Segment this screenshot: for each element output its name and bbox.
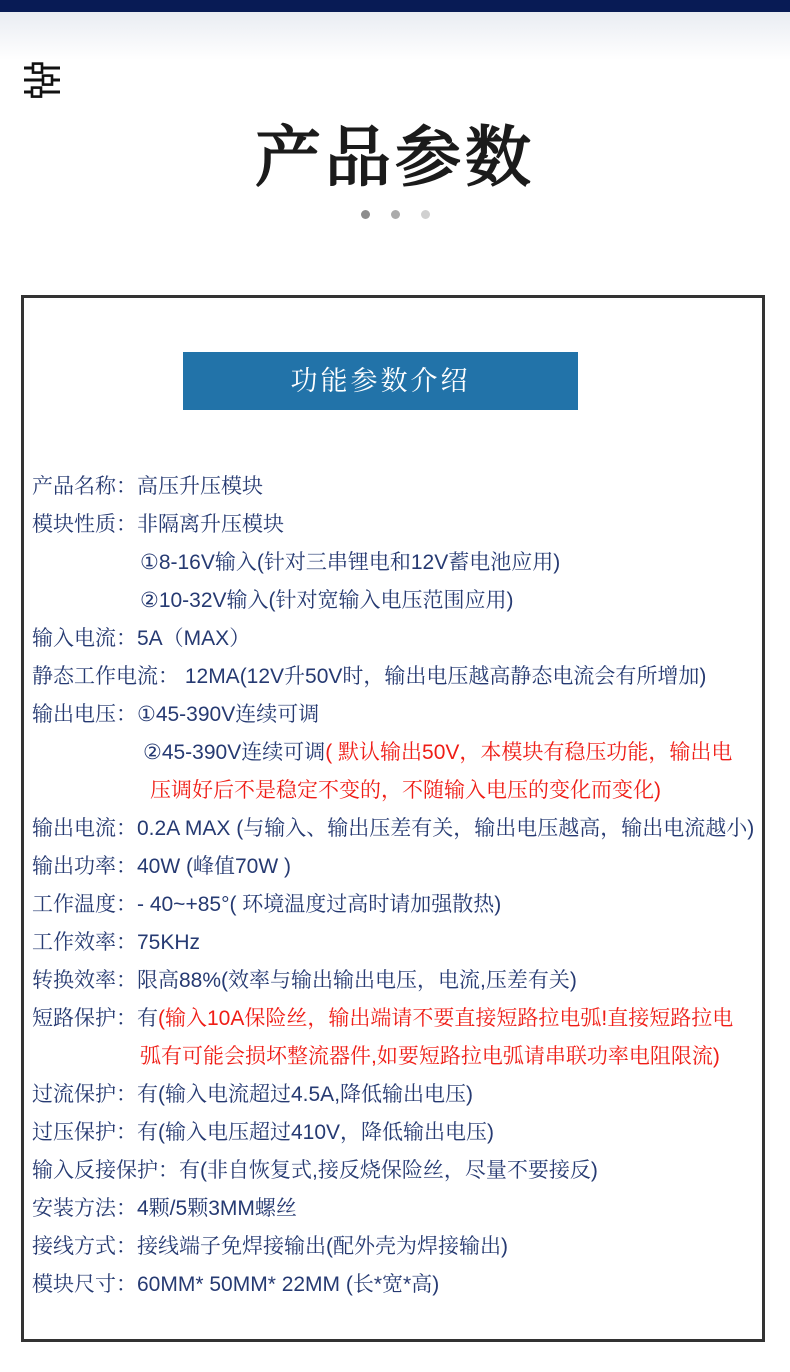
spec-text-navy: 模块尺寸：60MM* 50MM* 22MM (长*宽*高)	[32, 1273, 440, 1296]
carousel-dots	[0, 210, 790, 219]
spec-text-navy: 工作温度：- 40~+85°( 环境温度过高时请加强散热)	[32, 893, 502, 916]
spec-text-navy: 转换效率：限高88%(效率与输出输出电压，电流,压差有关)	[32, 969, 577, 992]
spec-line	[32, 734, 762, 772]
spec-line	[32, 962, 762, 1000]
spec-text-navy: 安装方法：4颗/5颗3MM螺丝	[32, 1197, 297, 1220]
carousel-dot[interactable]	[421, 210, 430, 219]
spec-list	[24, 468, 762, 1304]
spec-text-navy: 输出功率：40W (峰值70W )	[32, 855, 292, 878]
spec-text-navy: 工作效率：75KHz	[32, 931, 201, 954]
spec-line	[32, 1114, 762, 1152]
spec-line	[32, 924, 762, 962]
spec-text-red: 压调好后不是稳定不变的，不随输入电压的变化而变化)	[150, 779, 661, 802]
spec-line	[32, 582, 762, 620]
spec-text-navy: 输入反接保护：有(非自恢复式,接反烧保险丝，尽量不要接反)	[32, 1159, 598, 1182]
spec-line	[32, 1228, 762, 1266]
spec-text-navy: 产品名称：高压升压模块	[32, 475, 263, 498]
spec-text-navy: ①8-16V输入(针对三串锂电和12V蓄电池应用)	[140, 551, 561, 574]
spec-line	[32, 658, 762, 696]
spec-panel	[21, 295, 765, 1342]
sliders-icon	[24, 60, 60, 100]
spec-text-navy: 输入电流：5A（MAX）	[32, 627, 251, 650]
spec-text-navy: 模块性质：非隔离升压模块	[32, 513, 284, 536]
spec-line	[32, 1266, 762, 1304]
spec-line	[32, 620, 762, 658]
spec-line	[32, 1152, 762, 1190]
spec-text-navy: 过压保护：有(输入电压超过410V，降低输出电压)	[32, 1121, 495, 1144]
spec-line	[32, 468, 762, 506]
spec-text-red: ( 默认输出50V，本模块有稳压功能，输出电	[325, 741, 733, 764]
spec-line	[32, 1076, 762, 1114]
spec-line	[32, 848, 762, 886]
spec-text-navy: 输出电压：①45-390V连续可调	[32, 703, 320, 726]
carousel-dot[interactable]	[391, 210, 400, 219]
spec-line	[32, 544, 762, 582]
spec-line	[32, 772, 762, 810]
top-navy-bar	[0, 0, 790, 12]
spec-text-navy: ②45-390V连续可调	[143, 741, 326, 764]
spec-text-navy: 短路保护：有	[32, 1007, 158, 1030]
spec-text-navy: 输出电流：0.2A MAX (与输入、输出压差有关，输出电压越高，输出电流越小)	[32, 817, 755, 840]
spec-line	[32, 886, 762, 924]
spec-text-navy: ②10-32V输入(针对宽输入电压范围应用)	[140, 589, 514, 612]
top-gradient-band	[0, 12, 790, 60]
spec-text-navy: 过流保护：有(输入电流超过4.5A,降低输出电压)	[32, 1083, 474, 1106]
spec-text-navy: 静态工作电流： 12MA(12V升50V时，输出电压越高静态电流会有所增加)	[32, 665, 707, 688]
spec-text-red: 弧有可能会损坏整流器件,如要短路拉电弧请串联功率电阻限流)	[140, 1045, 720, 1068]
spec-line	[32, 810, 762, 848]
spec-line	[32, 1000, 762, 1038]
spec-line	[32, 1190, 762, 1228]
spec-line	[32, 506, 762, 544]
spec-text-red: (输入10A保险丝，输出端请不要直接短路拉电弧!直接短路拉电	[158, 1007, 734, 1030]
panel-header: 功能参数介绍	[183, 352, 578, 410]
spec-text-navy: 接线方式：接线端子免焊接输出(配外壳为焊接输出)	[32, 1235, 508, 1258]
spec-line	[32, 696, 762, 734]
spec-line	[32, 1038, 762, 1076]
page-title: 产品参数	[255, 120, 535, 194]
carousel-dot[interactable]	[361, 210, 370, 219]
